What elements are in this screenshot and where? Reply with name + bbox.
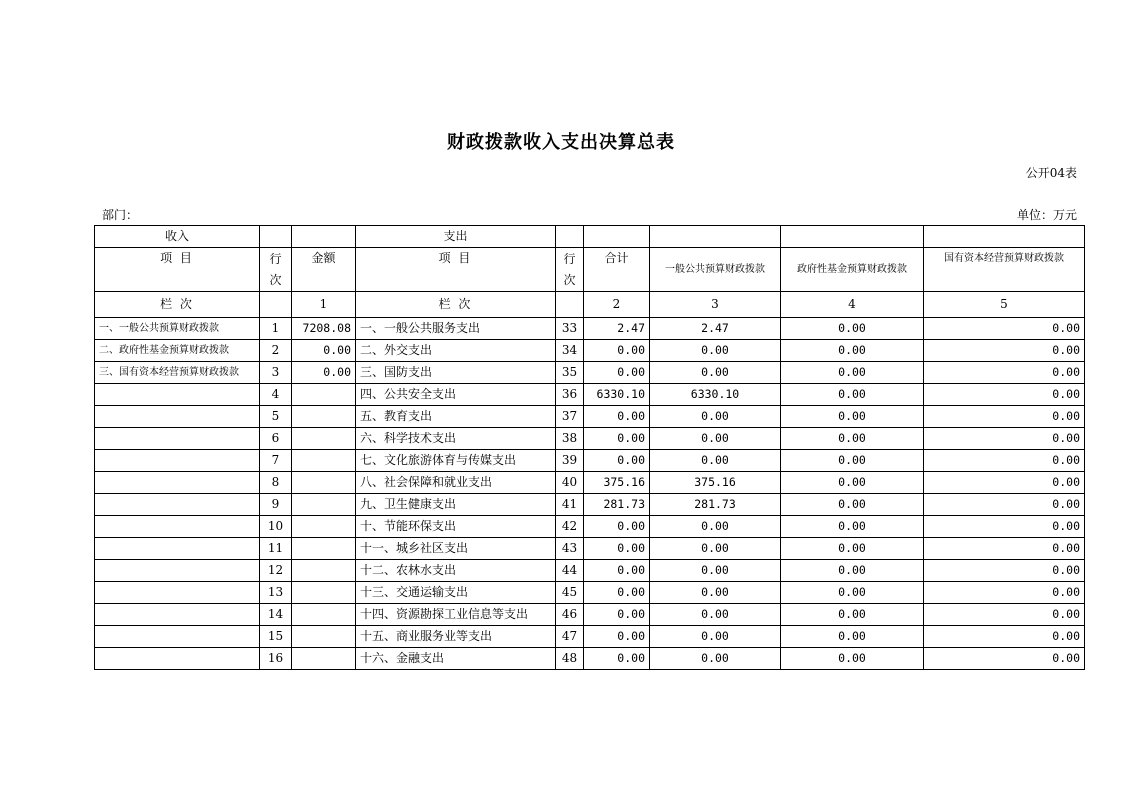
total-cell: 281.73 — [584, 494, 650, 516]
expense-row-no-cell: 46 — [556, 604, 584, 626]
fund-budget-cell: 0.00 — [781, 648, 924, 670]
total-cell: 375.16 — [584, 472, 650, 494]
income-row-no-cell: 4 — [260, 384, 292, 406]
table-row — [95, 318, 1085, 340]
income-row-no-cell: 12 — [260, 560, 292, 582]
income-amount-cell — [292, 384, 356, 406]
total-cell: 0.00 — [584, 450, 650, 472]
total-cell: 2.47 — [584, 318, 650, 340]
income-row-no-cell: 7 — [260, 450, 292, 472]
expense-row-no-cell: 39 — [556, 450, 584, 472]
table-row — [95, 582, 1085, 604]
income-amount-cell — [292, 626, 356, 648]
fund-budget-cell: 0.00 — [781, 362, 924, 384]
total-cell: 0.00 — [584, 626, 650, 648]
expense-item-cell: 二、外交支出 — [356, 340, 556, 362]
fund-budget-cell: 0.00 — [781, 318, 924, 340]
income-item-header: 项 目 — [95, 248, 260, 292]
expense-row-no-cell: 36 — [556, 384, 584, 406]
income-amount-cell — [292, 428, 356, 450]
table-row — [95, 362, 1085, 384]
expense-row-no-cell: 44 — [556, 560, 584, 582]
expense-row-no-cell: 41 — [556, 494, 584, 516]
income-amount-cell — [292, 472, 356, 494]
expense-item-cell: 七、文化旅游体育与传媒支出 — [356, 450, 556, 472]
state-capital-cell: 0.00 — [924, 450, 1085, 472]
state-capital-cell: 0.00 — [924, 472, 1085, 494]
income-item-cell — [95, 604, 260, 626]
total-cell: 0.00 — [584, 406, 650, 428]
expense-item-cell: 十二、农林水支出 — [356, 560, 556, 582]
table-row — [95, 626, 1085, 648]
general-budget-cell: 0.00 — [650, 406, 781, 428]
total-cell: 0.00 — [584, 340, 650, 362]
income-row-no-header: 行次 — [260, 248, 292, 292]
page-title: 财政拨款收入支出决算总表 — [447, 132, 675, 153]
general-budget-cell: 0.00 — [650, 560, 781, 582]
income-row-no-cell: 10 — [260, 516, 292, 538]
state-capital-cell: 0.00 — [924, 538, 1085, 560]
fund-budget-cell: 0.00 — [781, 450, 924, 472]
general-budget-cell: 0.00 — [650, 428, 781, 450]
table-row — [95, 538, 1085, 560]
income-row-no-cell: 3 — [260, 362, 292, 384]
state-capital-cell: 0.00 — [924, 626, 1085, 648]
income-item-cell — [95, 582, 260, 604]
total-cell: 6330.10 — [584, 384, 650, 406]
expense-item-cell: 十、节能环保支出 — [356, 516, 556, 538]
general-budget-cell: 0.00 — [650, 582, 781, 604]
col-number-3: 3 — [650, 292, 781, 318]
income-amount-cell: 7208.08 — [292, 318, 356, 340]
income-row-no-cell: 6 — [260, 428, 292, 450]
general-budget-cell: 0.00 — [650, 450, 781, 472]
income-amount-cell — [292, 648, 356, 670]
state-capital-cell: 0.00 — [924, 604, 1085, 626]
state-capital-header: 国有资本经营预算财政拨款 — [924, 248, 1085, 292]
expense-row-no-cell: 37 — [556, 406, 584, 428]
fund-budget-cell: 0.00 — [781, 428, 924, 450]
state-capital-cell: 0.00 — [924, 406, 1085, 428]
income-item-cell — [95, 450, 260, 472]
form-number: 公开04表 — [1025, 166, 1077, 180]
income-item-cell: 一、一般公共预算财政拨款 — [95, 318, 260, 340]
fund-budget-cell: 0.00 — [781, 560, 924, 582]
fund-budget-cell: 0.00 — [781, 494, 924, 516]
expense-col-label: 栏 次 — [356, 292, 556, 318]
expense-row-no-cell: 45 — [556, 582, 584, 604]
table-row — [95, 340, 1085, 362]
income-row-no-cell: 16 — [260, 648, 292, 670]
income-row-no-cell: 2 — [260, 340, 292, 362]
income-col-label: 栏 次 — [95, 292, 260, 318]
general-budget-cell: 0.00 — [650, 604, 781, 626]
expense-item-cell: 八、社会保障和就业支出 — [356, 472, 556, 494]
state-capital-cell: 0.00 — [924, 516, 1085, 538]
income-amount-cell — [292, 582, 356, 604]
income-amount-cell — [292, 450, 356, 472]
state-capital-cell: 0.00 — [924, 494, 1085, 516]
fund-budget-cell: 0.00 — [781, 604, 924, 626]
income-item-cell — [95, 560, 260, 582]
income-item-cell — [95, 406, 260, 428]
income-item-cell — [95, 648, 260, 670]
expense-item-cell: 三、国防支出 — [356, 362, 556, 384]
state-capital-cell: 0.00 — [924, 648, 1085, 670]
state-capital-cell: 0.00 — [924, 428, 1085, 450]
expense-item-cell: 十三、交通运输支出 — [356, 582, 556, 604]
expense-row-no-cell: 48 — [556, 648, 584, 670]
income-header: 收入 — [95, 226, 260, 248]
general-budget-header: 一般公共预算财政拨款 — [650, 248, 781, 292]
expense-header: 支出 — [356, 226, 556, 248]
general-budget-cell: 2.47 — [650, 318, 781, 340]
income-row-no-cell: 8 — [260, 472, 292, 494]
col-number-2: 2 — [584, 292, 650, 318]
income-item-cell: 二、政府性基金预算财政拨款 — [95, 340, 260, 362]
expense-item-cell: 十五、商业服务业等支出 — [356, 626, 556, 648]
general-budget-cell: 0.00 — [650, 538, 781, 560]
table-row — [95, 494, 1085, 516]
general-budget-cell: 0.00 — [650, 340, 781, 362]
expense-row-no-cell: 34 — [556, 340, 584, 362]
income-amount-cell — [292, 538, 356, 560]
table-row — [95, 560, 1085, 582]
state-capital-cell: 0.00 — [924, 560, 1085, 582]
expense-item-cell: 十一、城乡社区支出 — [356, 538, 556, 560]
state-capital-cell: 0.00 — [924, 384, 1085, 406]
expense-item-cell: 十四、资源勘探工业信息等支出 — [356, 604, 556, 626]
fund-budget-cell: 0.00 — [781, 384, 924, 406]
state-capital-cell: 0.00 — [924, 340, 1085, 362]
income-amount-cell — [292, 406, 356, 428]
state-capital-cell: 0.00 — [924, 362, 1085, 384]
expense-item-cell: 四、公共安全支出 — [356, 384, 556, 406]
table-row — [95, 604, 1085, 626]
expense-item-cell: 十六、金融支出 — [356, 648, 556, 670]
table-row — [95, 428, 1085, 450]
fund-budget-header: 政府性基金预算财政拨款 — [781, 248, 924, 292]
total-header: 合计 — [584, 248, 650, 292]
fund-budget-cell: 0.00 — [781, 538, 924, 560]
total-cell: 0.00 — [584, 516, 650, 538]
fund-budget-cell: 0.00 — [781, 472, 924, 494]
income-amount-cell — [292, 560, 356, 582]
table-row — [95, 450, 1085, 472]
income-item-cell: 三、国有资本经营预算财政拨款 — [95, 362, 260, 384]
income-amount-cell — [292, 516, 356, 538]
column-number-row — [95, 292, 1085, 318]
expense-item-header: 项 目 — [356, 248, 556, 292]
expense-row-no-cell: 43 — [556, 538, 584, 560]
unit-label: 单位：万元 — [1016, 208, 1077, 222]
income-item-cell — [95, 472, 260, 494]
income-amount-cell: 0.00 — [292, 362, 356, 384]
fund-budget-cell: 0.00 — [781, 406, 924, 428]
income-row-no-cell: 11 — [260, 538, 292, 560]
expense-row-no-cell: 47 — [556, 626, 584, 648]
state-capital-cell: 0.00 — [924, 318, 1085, 340]
income-row-no-cell: 13 — [260, 582, 292, 604]
fund-budget-cell: 0.00 — [781, 626, 924, 648]
general-budget-cell: 0.00 — [650, 626, 781, 648]
income-row-no-cell: 14 — [260, 604, 292, 626]
general-budget-cell: 0.00 — [650, 648, 781, 670]
income-amount-cell — [292, 494, 356, 516]
table-body — [95, 226, 1085, 670]
total-cell: 0.00 — [584, 362, 650, 384]
income-amount-cell: 0.00 — [292, 340, 356, 362]
expense-row-no-cell: 40 — [556, 472, 584, 494]
table-row — [95, 406, 1085, 428]
income-item-cell — [95, 626, 260, 648]
fund-budget-cell: 0.00 — [781, 340, 924, 362]
expense-row-no-cell: 42 — [556, 516, 584, 538]
col-number-4: 4 — [781, 292, 924, 318]
expense-row-no-cell: 35 — [556, 362, 584, 384]
expense-row-no-cell: 38 — [556, 428, 584, 450]
total-cell: 0.00 — [584, 604, 650, 626]
expense-item-cell: 九、卫生健康支出 — [356, 494, 556, 516]
budget-summary-table — [94, 225, 1085, 670]
total-cell: 0.00 — [584, 538, 650, 560]
total-cell: 0.00 — [584, 428, 650, 450]
general-budget-cell: 0.00 — [650, 516, 781, 538]
header-row-1 — [95, 226, 1085, 248]
total-cell: 0.00 — [584, 648, 650, 670]
income-row-no-cell: 1 — [260, 318, 292, 340]
general-budget-cell: 375.16 — [650, 472, 781, 494]
expense-item-cell: 五、教育支出 — [356, 406, 556, 428]
general-budget-cell: 281.73 — [650, 494, 781, 516]
income-item-cell — [95, 516, 260, 538]
table-row — [95, 384, 1085, 406]
income-item-cell — [95, 428, 260, 450]
col-number-5: 5 — [924, 292, 1085, 318]
header-row-2 — [95, 248, 1085, 292]
fund-budget-cell: 0.00 — [781, 582, 924, 604]
table-row — [95, 648, 1085, 670]
col-number-1: 1 — [292, 292, 356, 318]
general-budget-cell: 6330.10 — [650, 384, 781, 406]
expense-item-cell: 一、一般公共服务支出 — [356, 318, 556, 340]
fund-budget-cell: 0.00 — [781, 516, 924, 538]
income-item-cell — [95, 538, 260, 560]
state-capital-cell: 0.00 — [924, 582, 1085, 604]
expense-row-no-cell: 33 — [556, 318, 584, 340]
general-budget-cell: 0.00 — [650, 362, 781, 384]
table-row — [95, 472, 1085, 494]
total-cell: 0.00 — [584, 582, 650, 604]
income-amount-header: 金额 — [292, 248, 356, 292]
income-amount-cell — [292, 604, 356, 626]
income-row-no-cell: 9 — [260, 494, 292, 516]
income-item-cell — [95, 384, 260, 406]
expense-item-cell: 六、科学技术支出 — [356, 428, 556, 450]
income-row-no-cell: 5 — [260, 406, 292, 428]
table-row — [95, 516, 1085, 538]
income-row-no-cell: 15 — [260, 626, 292, 648]
total-cell: 0.00 — [584, 560, 650, 582]
department-label: 部门： — [102, 208, 139, 222]
income-item-cell — [95, 494, 260, 516]
expense-row-no-header: 行次 — [556, 248, 584, 292]
